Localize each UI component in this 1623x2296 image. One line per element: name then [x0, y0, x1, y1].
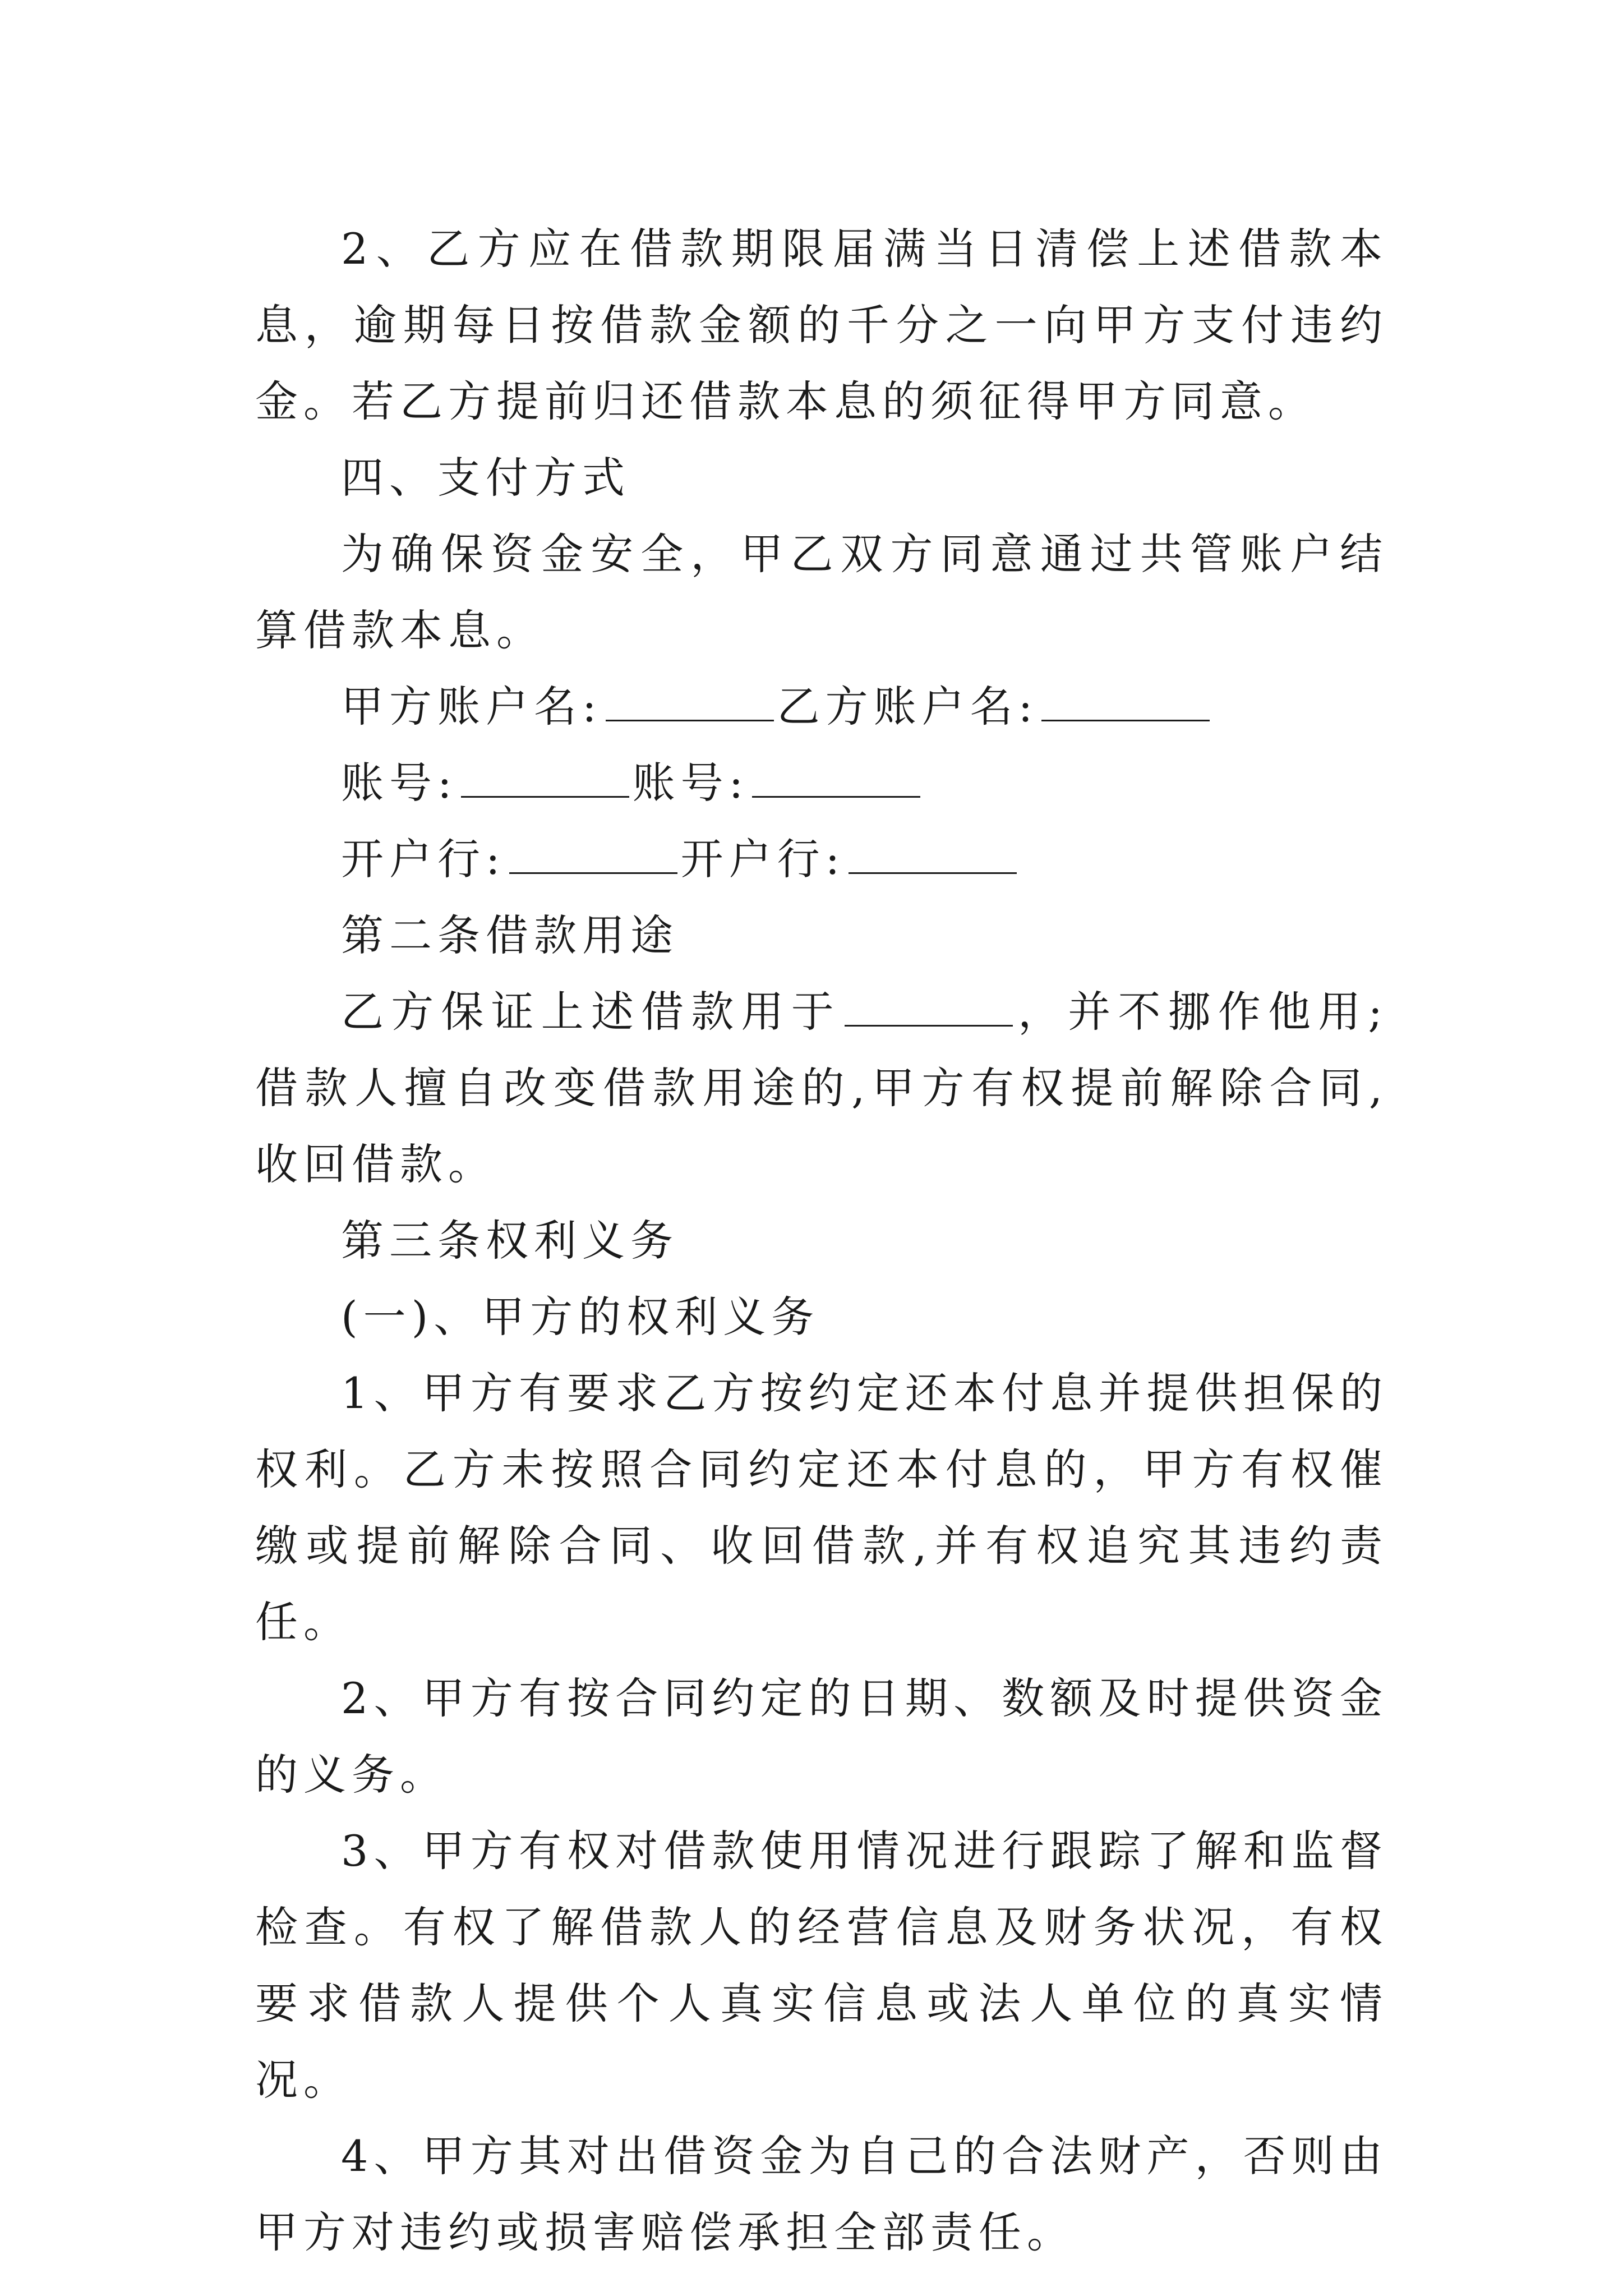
heading-loan-purpose: 第二条借款用途 — [341, 910, 679, 960]
purpose-before-text: 乙方保证上述借款用于 — [341, 987, 841, 1037]
heading-payment-method: 四、支付方式 — [341, 453, 630, 503]
party-b-bank-blank — [849, 833, 1017, 874]
party-b-account-name-blank — [1041, 680, 1210, 721]
party-a-account-number-blank — [461, 757, 629, 798]
party-b-account-number-label: 账号: — [632, 758, 749, 808]
account-row-name — [255, 669, 1388, 745]
item-4: 4、甲方其对出借资金为自己的合法财产，否则由甲方对违约或损害赔偿承担全部责任。 — [255, 2131, 1388, 2257]
paragraph-loan-purpose — [255, 974, 1388, 1203]
party-b-account-number-blank — [752, 757, 920, 798]
party-b-account-name-label: 乙方账户名: — [777, 682, 1039, 731]
account-row-bank — [255, 821, 1388, 898]
account-row-number — [255, 745, 1388, 821]
party-a-account-number-label: 账号: — [341, 758, 458, 808]
item-3: 3、甲方有权对借款使用情况进行跟踪了解和监督检查。有权了解借款人的经营信息及财务状况，有权要求借款人提供个人真实信息或法人单位的真实情况。 — [255, 1826, 1388, 2105]
item-2: 2、甲方有按合同约定的日期、数额及时提供资金的义务。 — [255, 1673, 1388, 1800]
party-a-account-name-blank — [606, 680, 774, 721]
item-1: 1、甲方有要求乙方按约定还本付息并提供担保的权利。乙方未按照合同约定还本付息的，甲方有权催缴或提前解除合同、收回借款,并有权追究其违约责任。 — [255, 1368, 1388, 1647]
party-a-bank-blank — [509, 833, 677, 874]
document-body — [255, 211, 1388, 2271]
purpose-blank — [845, 986, 1013, 1027]
paragraph-joint-account: 为确保资金安全，甲乙双方同意通过共管账户结算借款本息。 — [255, 529, 1388, 655]
party-a-bank-label: 开户行: — [341, 834, 506, 884]
subheading-party-a-rights: (一)、甲方的权利义务 — [341, 1292, 820, 1342]
paragraph-repayment-terms: 2、乙方应在借款期限届满当日清偿上述借款本息，逾期每日按借款金额的千分之一向甲方支付违约金。若乙方提前归还借款本息的须征得甲方同意。 — [255, 224, 1388, 426]
party-b-bank-label: 开户行: — [680, 834, 846, 884]
purpose-after-text: ，并不挪作他用;借款人擅自改变借款用途的,甲方有权提前解除合同,收回借款。 — [255, 987, 1389, 1189]
heading-rights-obligations: 第三条权利义务 — [341, 1216, 679, 1266]
party-a-account-name-label: 甲方账户名: — [341, 682, 602, 731]
